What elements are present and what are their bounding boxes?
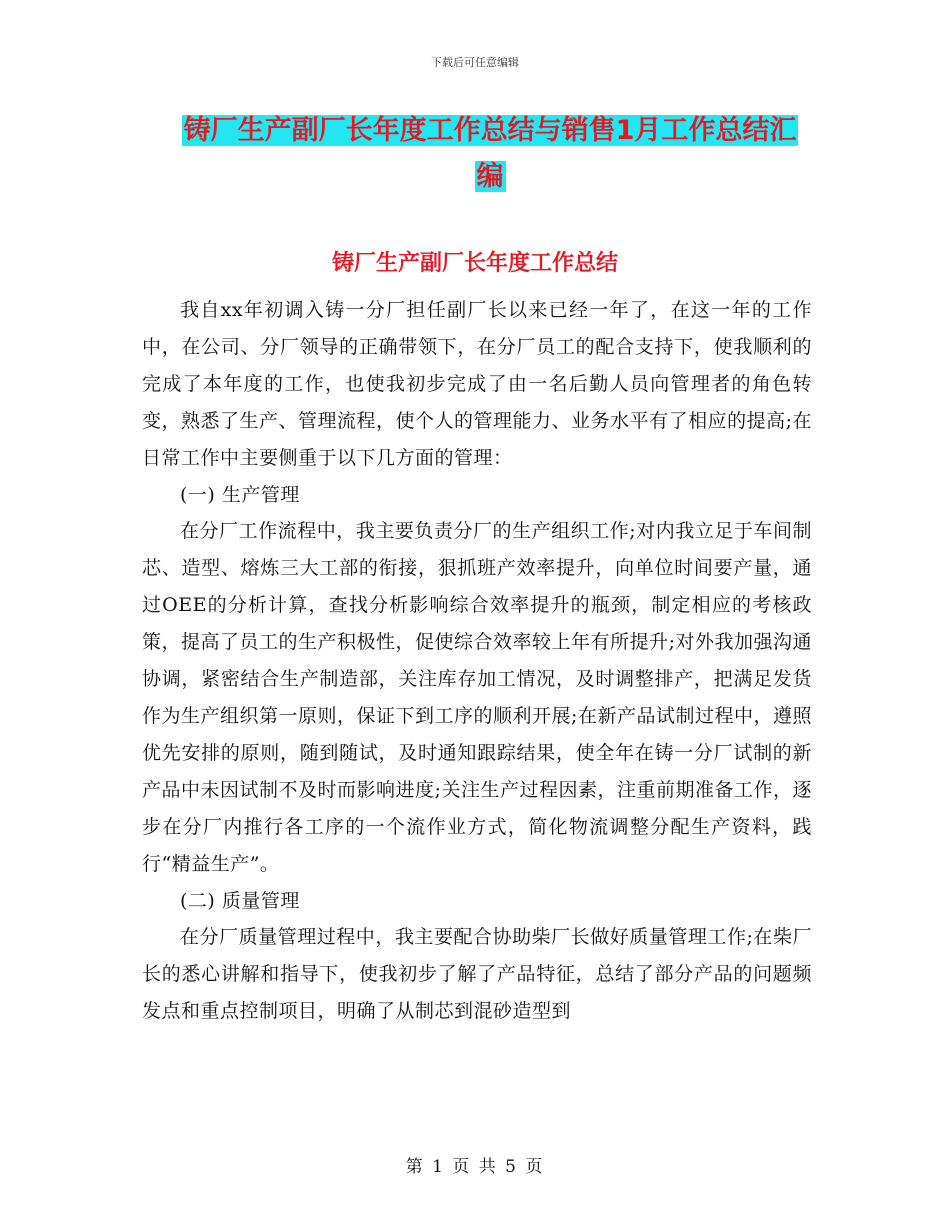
- page-header-note: 下载后可任意编辑: [431, 56, 519, 69]
- paragraph-production: 在分厂工作流程中，我主要负责分厂的生产组织工作;对内我立足于车间制芯、造型、熔炼三大工部的衔接，狠抓班产效率提升，向单位时间要产量，通过OEE的分析计算，查找分析影响综合效率提升的瓶颈，制定相应的考核政策，提高了员工的生产积极性，促使综合效率较上年有所提升;对外我加强沟通协调，紧密结合生产制造部，关注库存加工情况，及时调整排产，把满足发货作为生产组织第一原则，保证下到工序的顺利开展;在新产品试制过程中，遵照优先安排的原则，随到随试，及时通知跟踪结果，使全年在铸一分厂试制的新产品中未因试制不及时而影响进度;关注生产过程因素，注重前期准备工作，逐步在分厂内推行各工序的一个流作业方式，简化物流调整分配生产资料，践行“精益生产”。: [142, 520, 812, 875]
- page-number-footer: 第 1 页 共 5 页: [405, 1157, 545, 1177]
- paragraph-intro: 我自xx年初调入铸一分厂担任副厂长以来已经一年了，在这一年的工作中，在公司、分厂领导的正确带领下，在分厂员工的配合支持下，使我顺利的完成了本年度的工作，也使我初步完成了由一名后勤人员向管理者的角色转变，熟悉了生产、管理流程，使个人的管理能力、业务水平有了相应的提高;在日常工作中主要侧重于以下几方面的管理：: [142, 299, 812, 469]
- section-title: 铸厂生产副厂长年度工作总结: [331, 251, 618, 276]
- document-body: [142, 292, 812, 1030]
- paragraph-quality: 在分厂质量管理过程中，我主要配合协助柴厂长做好质量管理工作;在柴厂长的悉心讲解和指导下，使我初步了解了产品特征，总结了部分产品的问题频发点和重点控制项目，明确了从制芯到混砂造型到: [142, 926, 812, 1023]
- document-title: [140, 108, 840, 200]
- heading-quality-management: (二) 质量管理: [180, 889, 300, 912]
- heading-production-management: (一) 生产管理: [180, 483, 300, 506]
- document-title-line1: 铸厂生产副厂长年度工作总结与销售1月工作总结汇: [183, 115, 797, 146]
- document-title-line2: 编: [476, 161, 504, 192]
